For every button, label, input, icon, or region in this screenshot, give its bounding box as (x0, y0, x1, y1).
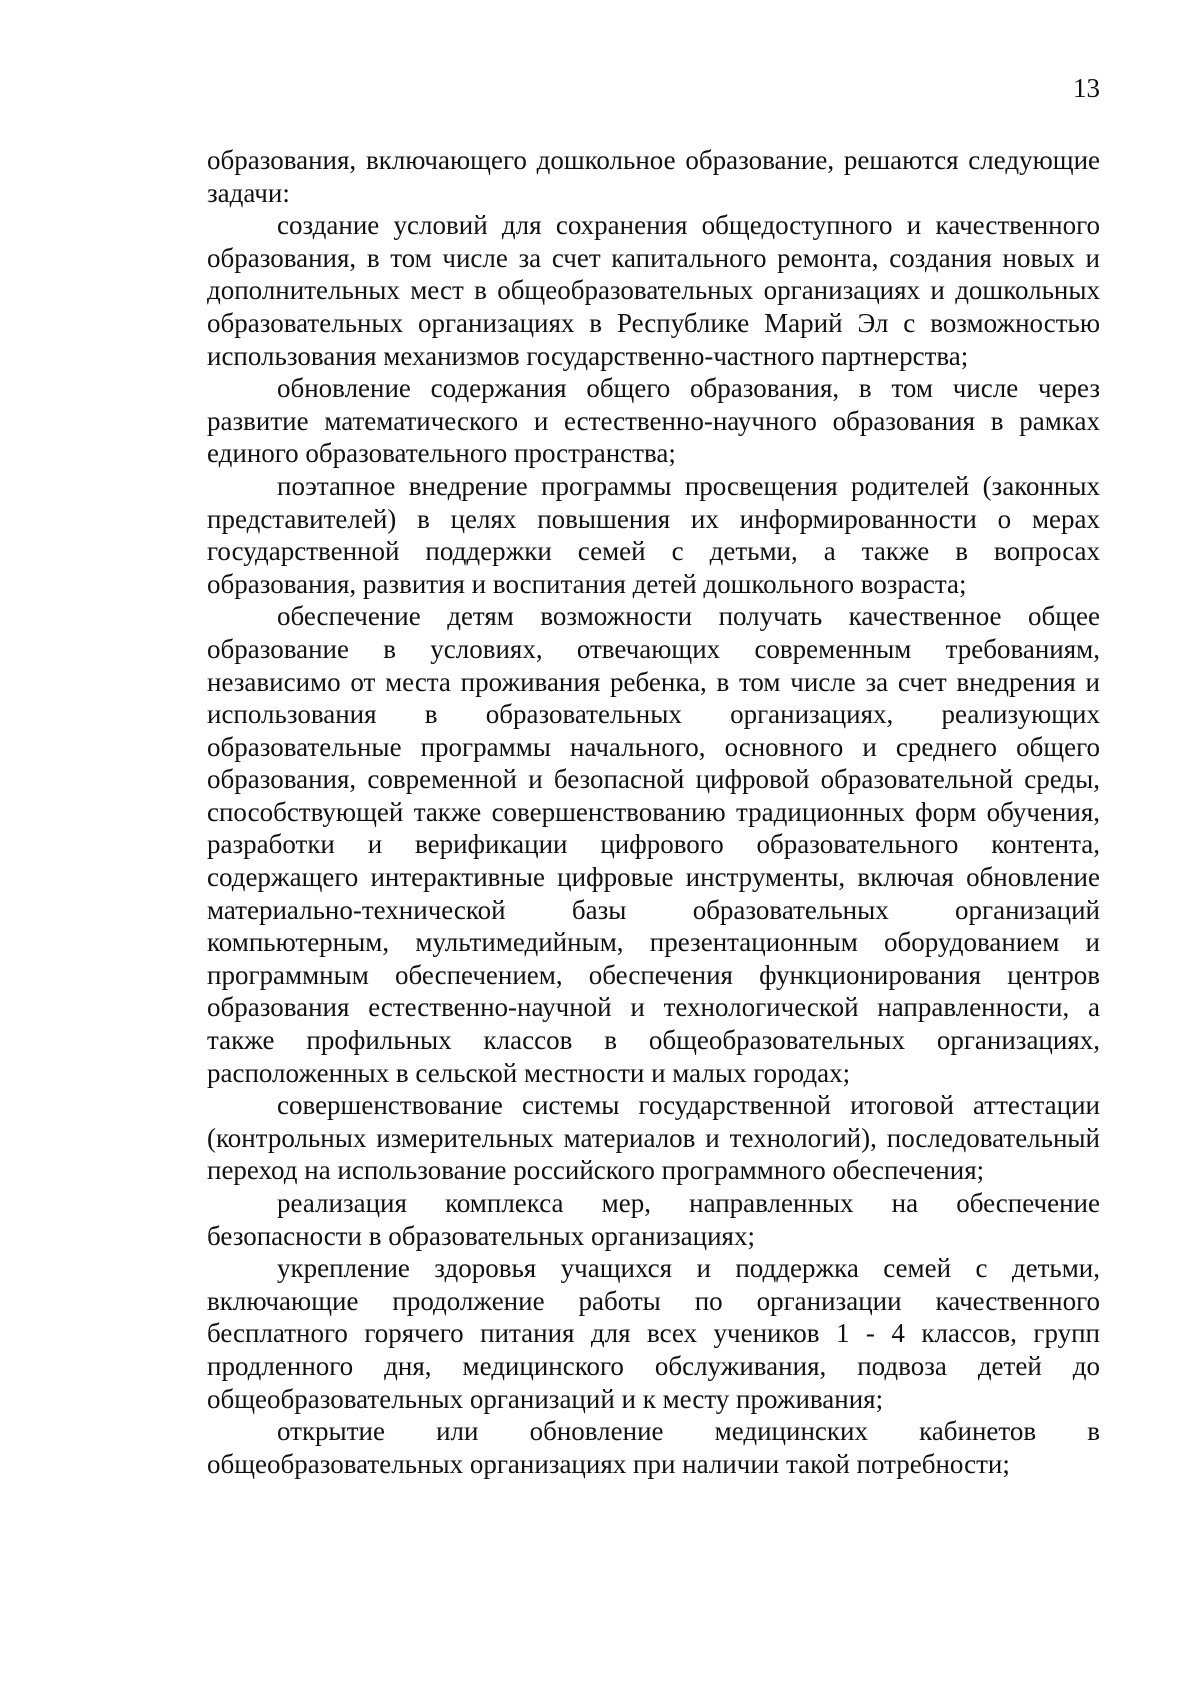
document-body (207, 144, 1100, 1480)
paragraph-intro: образования, включающего дошкольное образование, решаются следующие задачи: (207, 145, 1100, 208)
page-number: 13 (1073, 73, 1100, 103)
paragraph-task-state-attestation: совершенствование системы государственной итоговой аттестации (контрольных измерительных материалов и технологий), последовательный переход на использование российского программного обеспечения; (207, 1090, 1100, 1186)
paragraph-task-medical-offices: открытие или обновление медицинских кабинетов в общеобразовательных организациях при наличии такой потребности; (207, 1416, 1100, 1479)
paragraph-task-digital-environment: обеспечение детям возможности получать качественное общее образование в условиях, отвечающих современным требованиям, независимо от места проживания ребенка, в том числе за счет внедрения и использования в образовательных организациях, реализующих образовательные программы начального, основного и среднего общего образования, современной и безопасной цифровой образовательной среды, способствующей также совершенствованию традиционных форм обучения, разработки и верификации цифрового образовательного контента, содержащего интерактивные цифровые инструменты, включая обновление материально-технической базы образовательных организаций компьютерным, мультимедийным, презентационным оборудованием и программным обеспечением, обеспечения функционирования центров образования естественно-научной и технологической направленности, а также профильных классов в общеобразовательных организациях, расположенных в сельской местности и малых городах; (207, 601, 1100, 1088)
paragraph-task-infrastructure: создание условий для сохранения общедоступного и качественного образования, в том числе за счет капитального ремонта, создания новых и дополнительных мест в общеобразовательных организациях и дошкольных образовательных организациях в Республике Марий Эл с возможностью использования механизмов государственно-частного партнерства; (207, 210, 1100, 371)
paragraph-task-parent-education: поэтапное внедрение программы просвещения родителей (законных представителей) в целях повышения их информированности о мерах государственной поддержки семей с детьми, а также в вопросах образования, развития и воспитания детей дошкольного возраста; (207, 470, 1100, 599)
paragraph-task-content-update: обновление содержания общего образования, в том числе через развитие математического и естественно-научного образования в рамках единого образовательного пространства; (207, 373, 1100, 469)
paragraph-task-safety: реализация комплекса мер, направленных на обеспечение безопасности в образовательных организациях; (207, 1188, 1100, 1251)
paragraph-task-health: укрепление здоровья учащихся и поддержка семей с детьми, включающие продолжение работы по организации качественного бесплатного горячего питания для всех учеников 1 - 4 классов, групп продленного дня, медицинского обслуживания, подвоза детей до общеобразовательных организаций и к месту проживания; (207, 1253, 1100, 1414)
